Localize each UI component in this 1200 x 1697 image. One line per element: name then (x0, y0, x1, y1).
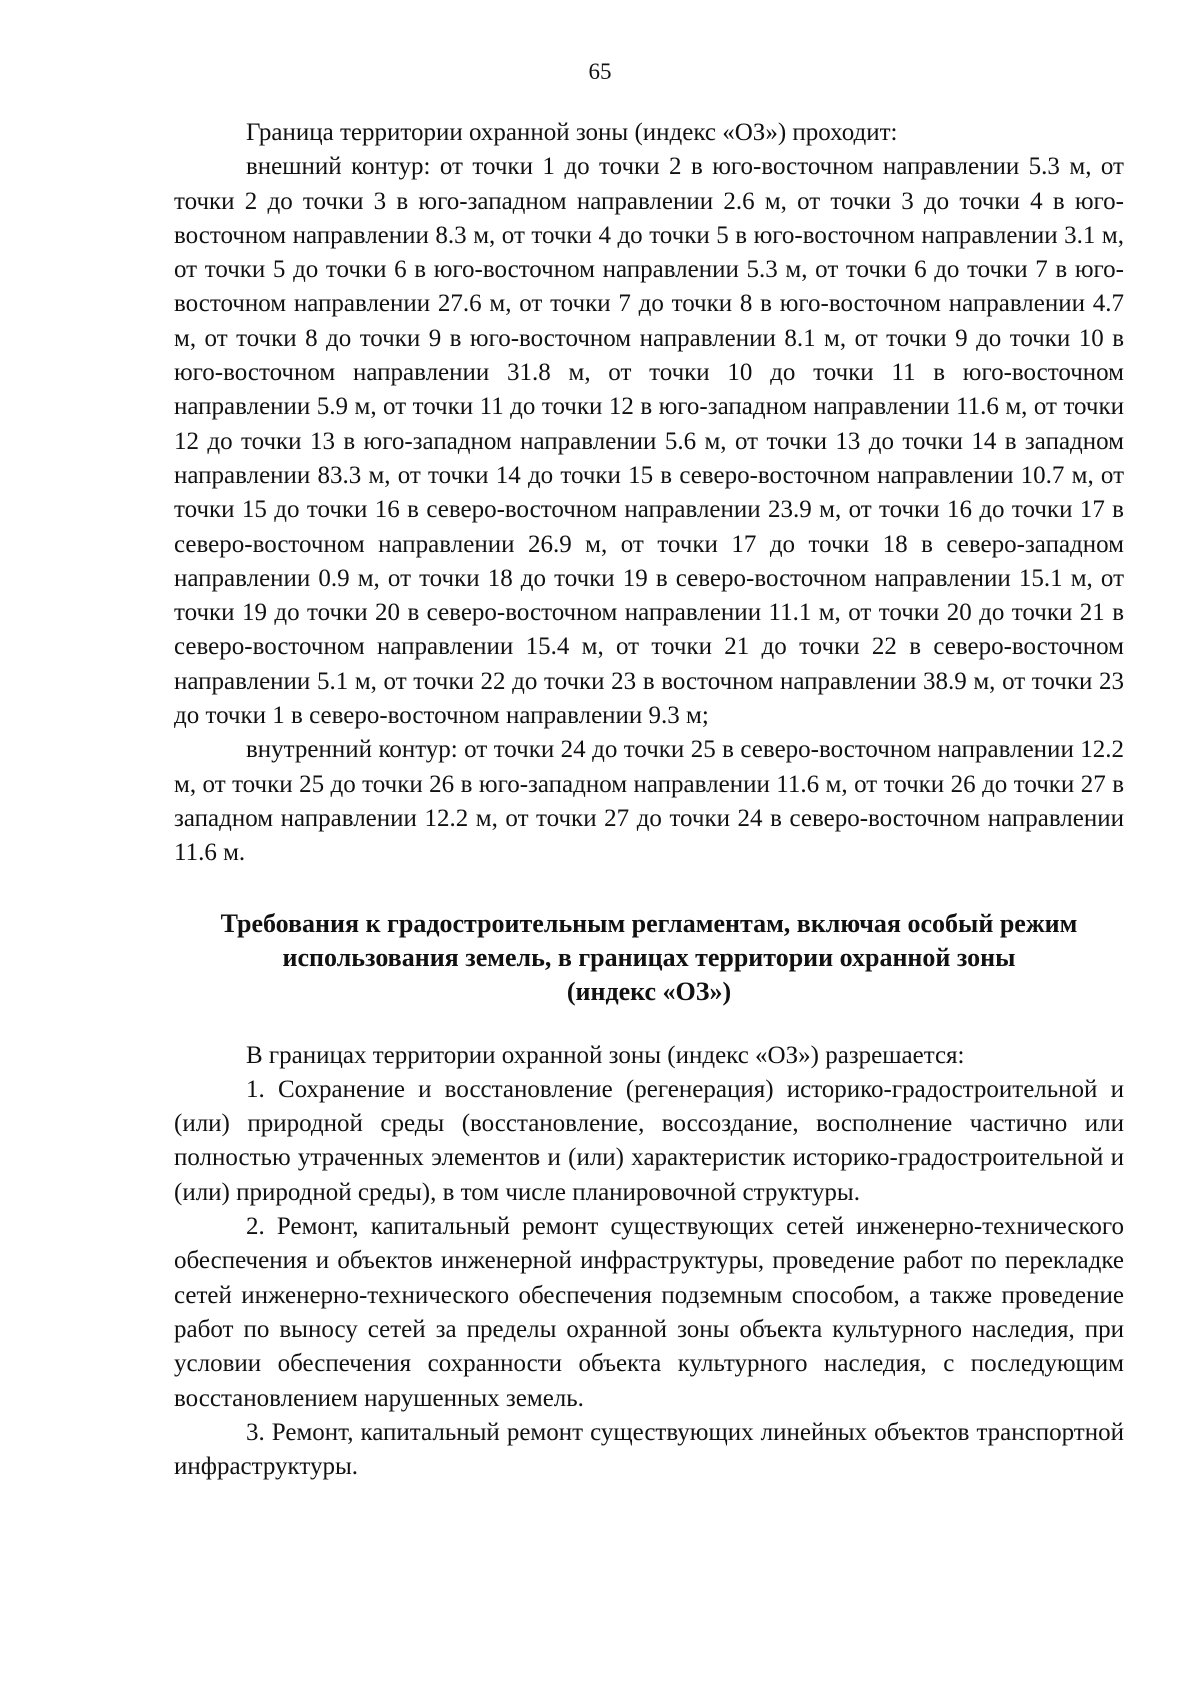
section-heading-line-1: Требования к градостроительным регламентам, включая особый режим (220, 908, 1078, 938)
page-number: 65 (588, 59, 612, 84)
document-body (174, 116, 1124, 1484)
section-intro: В границах территории охранной зоны (индекс «ОЗ») разрешается: (246, 1041, 965, 1069)
inner-contour-paragraph: внутренний контур: от точки 24 до точки 25 в северо-восточном направлении 12.2 м, от точки 25 до точки 26 в юго-западном направлении 11.6 м, от точки 26 до точки 27 в западном направлении 12.2 м, от точки 27 до точки 24 в северо-восточном направлении 11.6 м. (174, 736, 1124, 867)
section-heading-line-2: использования земель, в границах территории охранной зоны (282, 942, 1016, 972)
list-item: 1. Сохранение и восстановление (регенерация) историко-градостроительной и (или) природной среды (восстановление, воссоздание, восполнение частично или полностью утраченных элементов и (или) характеристик историко-градостроительной и (или) природной среды), в том числе планировочной структуры. (174, 1075, 1124, 1206)
boundary-intro: Граница территории охранной зоны (индекс «ОЗ») проходит: (246, 119, 898, 146)
section-heading (174, 907, 1124, 1009)
list-item: 3. Ремонт, капитальный ремонт существующих линейных объектов транспортной инфраструктуры. (174, 1418, 1124, 1481)
list-item: 2. Ремонт, капитальный ремонт существующих сетей инженерно-технического обеспечения и объектов инженерной инфраструктуры, проведение работ по перекладке сетей инженерно-технического обеспечения подземным способом, а также проведение работ по выносу сетей за пределы охранной зоны объекта культурного наследия, при условии обеспечения сохранности объекта культурного наследия, с последующим восстановлением нарушенных земель. (174, 1213, 1124, 1412)
outer-contour-paragraph: внешний контур: от точки 1 до точки 2 в юго-восточном направлении 5.3 м, от точки 2 до точки 3 в юго-западном направлении 2.6 м, от точки 3 до точки 4 в юго-восточном направлении 8.3 м, от точки 4 до точки 5 в юго-восточном направлении 3.1 м, от точки 5 до точки 6 в юго-восточном направлении 5.3 м, от точки 6 до точки 7 в юго-восточном направлении 27.6 м, от точки 7 до точки 8 в юго-восточном направлении 4.7 м, от точки 8 до точки 9 в юго-восточном направлении 8.1 м, от точки 9 до точки 10 в юго-восточном направлении 31.8 м, от точки 10 до точки 11 в юго-восточном направлении 5.9 м, от точки 11 до точки 12 в юго-западном направлении 11.6 м, от точки 12 до точки 13 в юго-западном направлении 5.6 м, от точки 13 до точки 14 в западном направлении 83.3 м, от точки 14 до точки 15 в северо-восточном направлении 10.7 м, от точки 15 до точки 16 в северо-восточном направлении 23.9 м, от точки 16 до точки 17 в северо-восточном направлении 26.9 м, от точки 17 до точки 18 в северо-западном направлении 0.9 м, от точки 18 до точки 19 в северо-восточном направлении 15.1 м, от точки 19 до точки 20 в северо-восточном направлении 11.1 м, от точки 20 до точки 21 в северо-восточном направлении 15.4 м, от точки 21 до точки 22 в северо-восточном направлении 5.1 м, от точки 22 до точки 23 в восточном направлении 38.9 м, от точки 23 до точки 1 в северо-восточном направлении 9.3 м; (174, 153, 1124, 730)
section-heading-line-3: (индекс «ОЗ») (566, 976, 732, 1006)
